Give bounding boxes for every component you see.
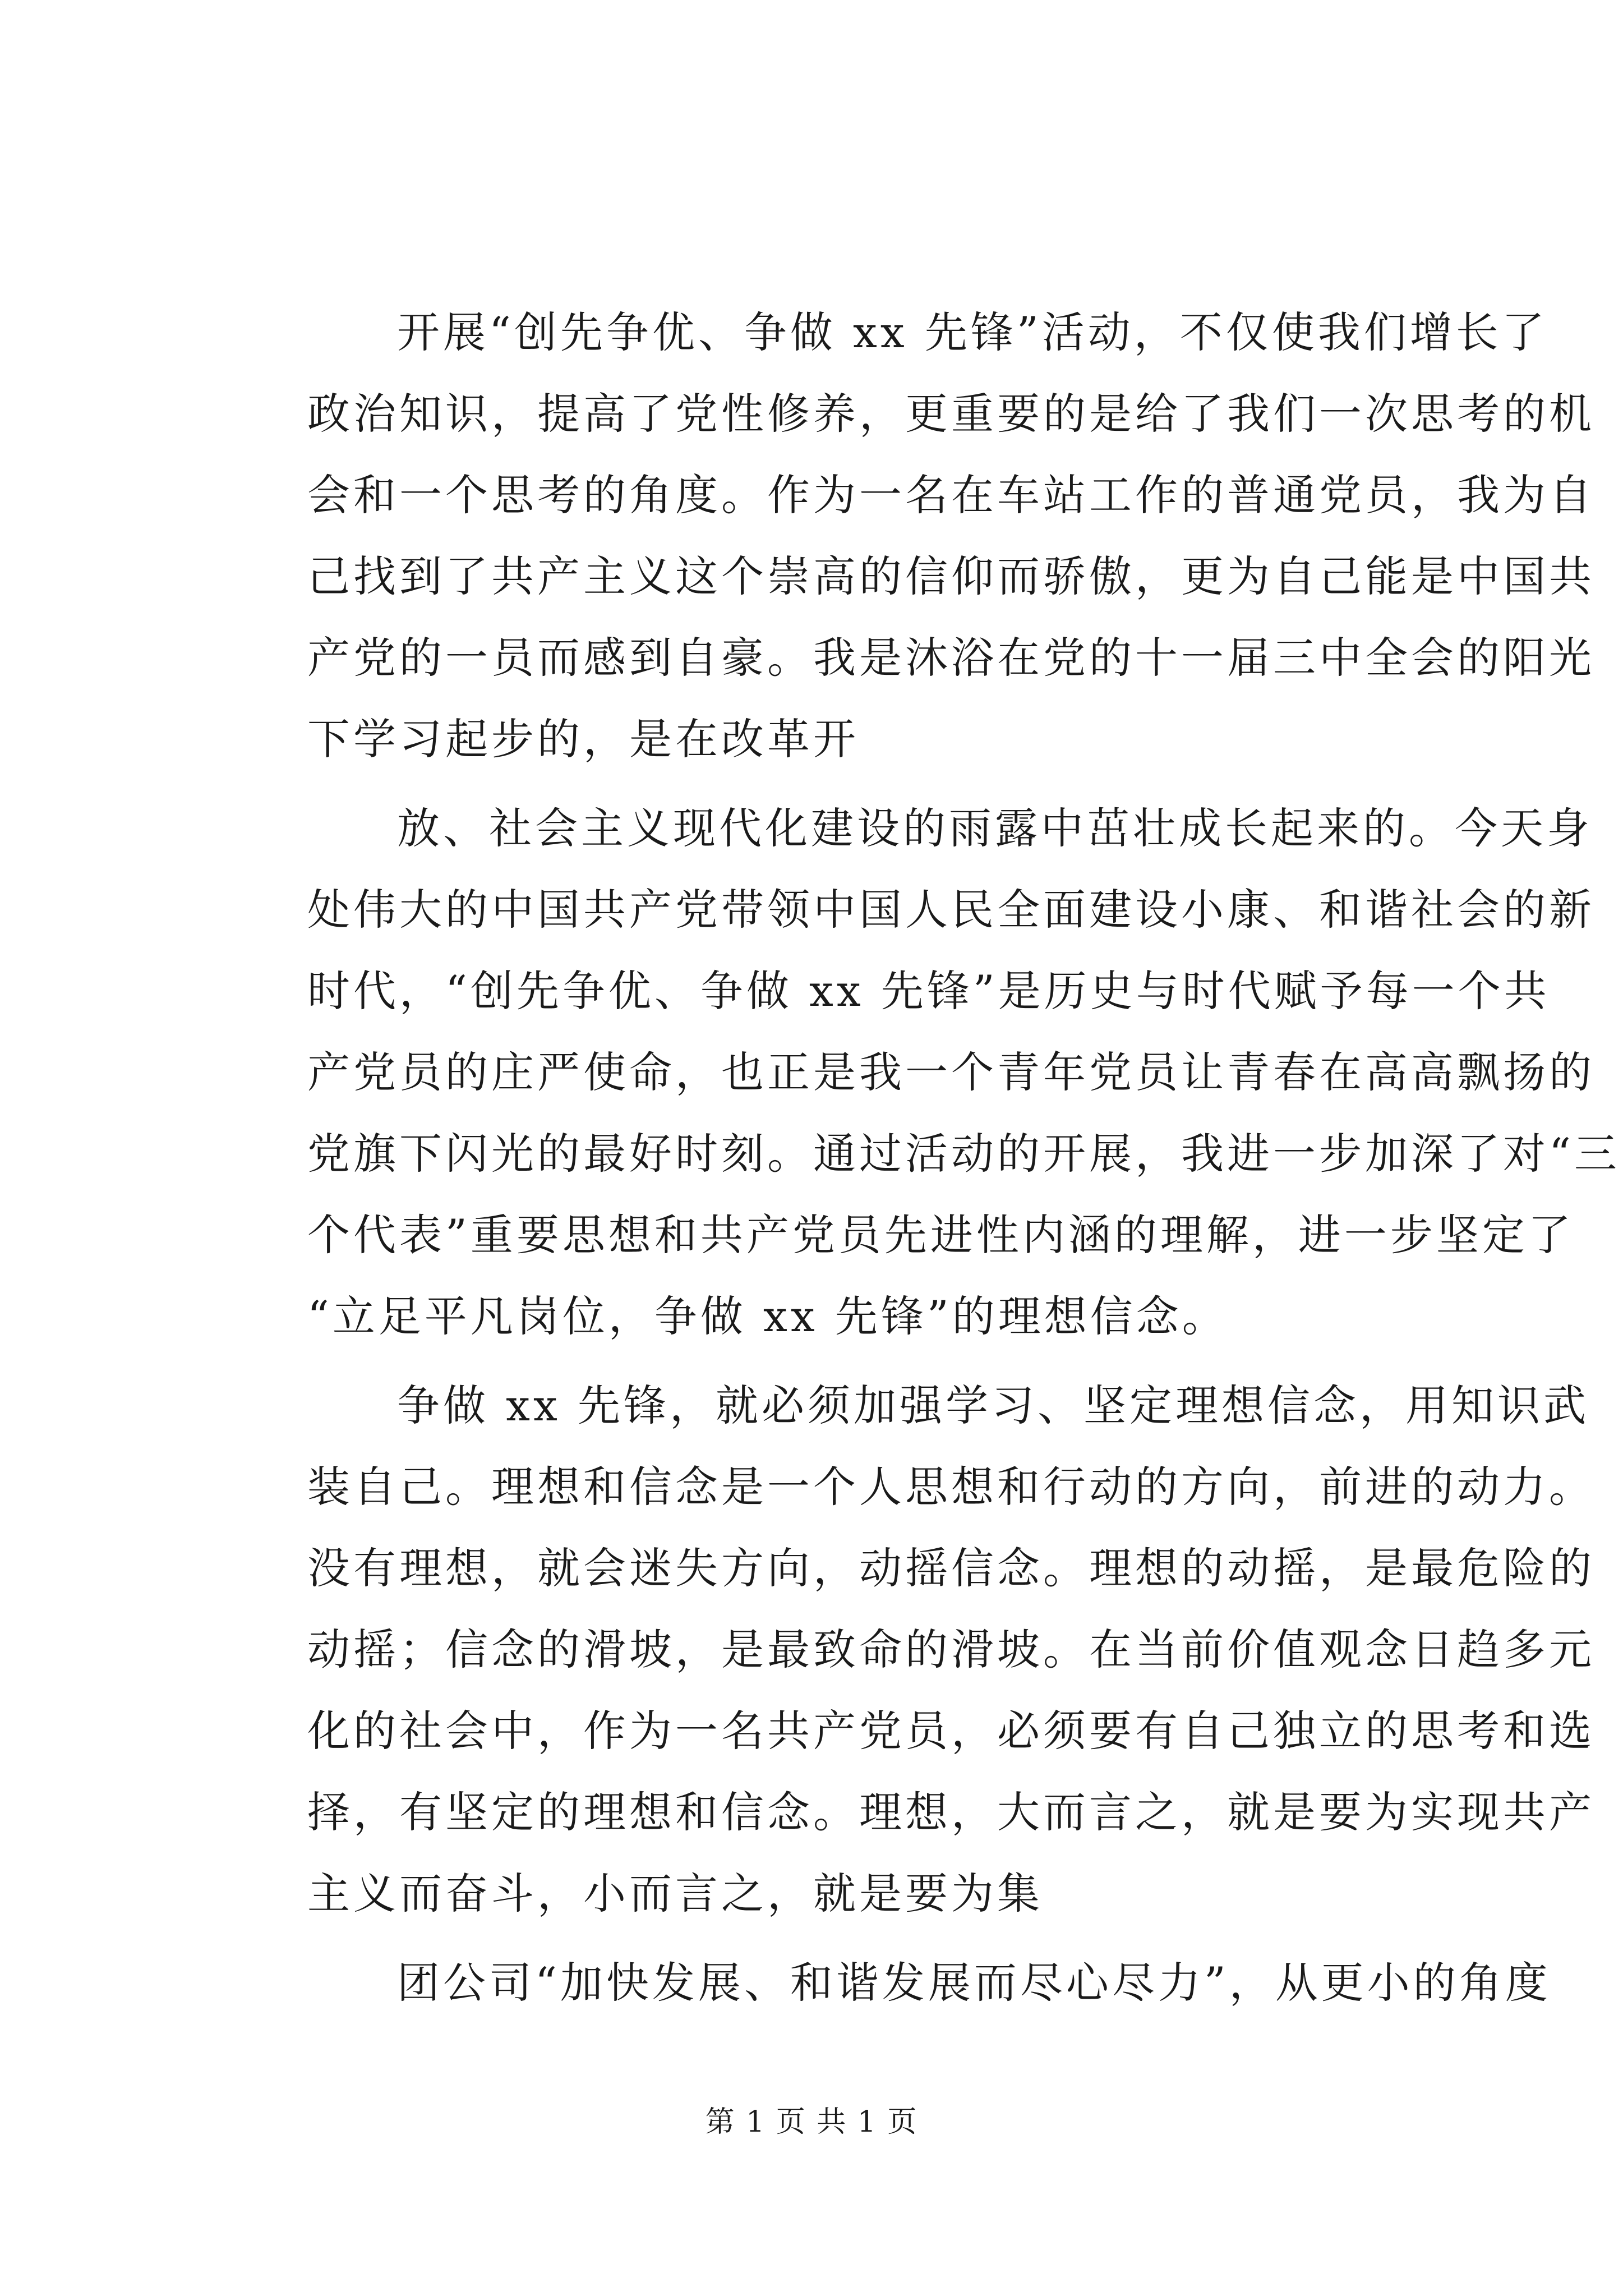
paragraph-line: 处伟大的中国共产党带领中国人民全面建设小康、和谐社会的新 xyxy=(307,885,1595,935)
paragraph-line: 产党的一员而感到自豪。我是沐浴在党的十一届三中全会的阳光 xyxy=(307,633,1595,683)
paragraph-line: 团公司“加快发展、和谐发展而尽心尽力”，从更小的角度 xyxy=(397,1958,1551,2008)
paragraph-line: 个代表”重要思想和共产党员先进性内涵的理解，进一步坚定了 xyxy=(307,1210,1574,1260)
paragraph-line: 化的社会中，作为一名共产党员，必须要有自己独立的思考和选 xyxy=(307,1706,1595,1756)
paragraph-line: 主义而奋斗，小而言之，就是要为集 xyxy=(307,1869,1043,1918)
page-footer xyxy=(0,2098,1623,2140)
paragraph-4 xyxy=(307,1942,1551,2023)
paragraph-2 xyxy=(307,788,1620,1357)
paragraph-line: 装自己。理想和信念是一个人思想和行动的方向，前进的动力。 xyxy=(307,1462,1595,1512)
paragraph-line: 政治知识，提高了党性修养，更重要的是给了我们一次思考的机 xyxy=(307,389,1595,439)
paragraph-line: 没有理想，就会迷失方向，动摇信念。理想的动摇，是最危险的 xyxy=(307,1543,1595,1593)
paragraph-line: 放、社会主义现代化建设的雨露中茁壮成长起来的。今天身 xyxy=(397,803,1593,853)
paragraph-line: 产党员的庄严使命，也正是我一个青年党员让青春在高高飘扬的 xyxy=(307,1047,1595,1097)
paragraph-1 xyxy=(307,292,1595,780)
page-number-label: 第 1 页 共 1 页 xyxy=(705,2105,918,2139)
paragraph-line: 己找到了共产主义这个崇高的信仰而骄傲，更为自己能是中国共 xyxy=(307,551,1595,601)
paragraph-line: “立足平凡岗位，争做 xx 先锋”的理想信念。 xyxy=(307,1291,1228,1341)
paragraph-line: 争做 xx 先锋，就必须加强学习、坚定理想信念，用知识武 xyxy=(397,1381,1590,1430)
paragraph-line: 开展“创先争优、争做 xx 先锋”活动，不仅使我们增长了 xyxy=(397,307,1548,357)
paragraph-line: 择，有坚定的理想和信念。理想，大而言之，就是要为实现共产 xyxy=(307,1787,1595,1837)
paragraph-line: 下学习起步的，是在改革开 xyxy=(307,714,859,764)
paragraph-3 xyxy=(307,1365,1595,1934)
paragraph-line: 动摇；信念的滑坡，是最致命的滑坡。在当前价值观念日趋多元 xyxy=(307,1625,1595,1674)
paragraph-line: 时代，“创先争优、争做 xx 先锋”是历史与时代赋予每一个共 xyxy=(307,966,1550,1016)
paragraph-line: 会和一个思考的角度。作为一名在车站工作的普通党员，我为自 xyxy=(307,470,1595,520)
document-body xyxy=(307,292,1620,2023)
paragraph-line: 党旗下闪光的最好时刻。通过活动的开展，我进一步加深了对“三 xyxy=(307,1129,1620,1179)
